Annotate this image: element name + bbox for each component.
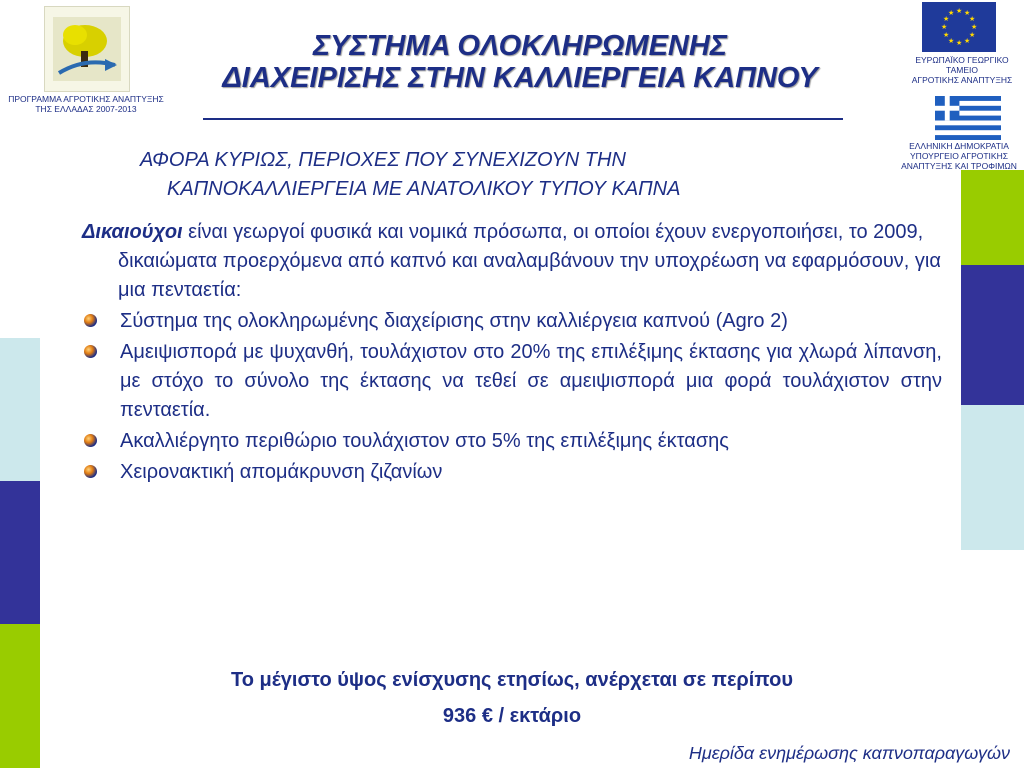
side-block-indigo-top bbox=[961, 265, 1024, 405]
list-item-text: Ακαλλιέργητο περιθώριο τουλάχιστον στο 5% της επιλέξιμης έκτασης bbox=[120, 430, 729, 452]
intro-paragraph bbox=[82, 218, 942, 305]
list-item-text: Χειρονακτική απομάκρυνση ζιζανίων bbox=[120, 461, 443, 483]
subtitle-line2: ΚΑΠΝΟΚΑΛΛΙΕΡΓΕΙΑ ΜΕ ΑΝΑΤΟΛΙΚΟΥ ΤΥΠΟΥ ΚΑΠΝΑ bbox=[167, 178, 681, 200]
eu-fund-label bbox=[900, 55, 1024, 85]
bullet-icon bbox=[84, 345, 97, 358]
svg-text:★: ★ bbox=[956, 39, 963, 47]
page-title-line2: ΔΙΑΧΕΙΡΙΣΗΣ ΣΤΗΝ ΚΑΛΛΙΕΡΓΕΙΑ ΚΑΠΝΟΥ bbox=[222, 62, 818, 94]
subtitle bbox=[140, 146, 930, 204]
svg-text:★: ★ bbox=[948, 37, 955, 45]
eu-fund-line2: ΤΑΜΕΙΟ bbox=[946, 65, 978, 75]
tree-icon bbox=[45, 7, 129, 91]
svg-text:★: ★ bbox=[948, 9, 955, 17]
page-title bbox=[150, 30, 890, 94]
title-divider bbox=[203, 118, 843, 120]
greek-flag-icon bbox=[935, 96, 1001, 140]
program-logo bbox=[44, 6, 130, 92]
footer-caption: Ημερίδα ενημέρωσης καπνοπαραγωγών bbox=[688, 743, 1010, 763]
ministry-line3: ΑΝΑΠΤΥΞΗΣ ΚΑΙ ΤΡΟΦΙΜΩΝ bbox=[901, 161, 1017, 171]
bullet-icon bbox=[84, 465, 97, 478]
intro-lead: Δικαιούχοι bbox=[82, 221, 183, 243]
ministry-line2: ΥΠΟΥΡΓΕΙΟ ΑΓΡΟΤΙΚΗΣ bbox=[910, 151, 1008, 161]
side-block-green-left bbox=[0, 624, 40, 768]
side-block-green-top bbox=[961, 170, 1024, 265]
intro-text: είναι γεωργοί φυσικά και νομικά πρόσωπα, οι οποίοι έχουν ενεργοποιήσει, το 2009, δικαιώματα προερχόμενα από καπνό και αναλαμβάνουν την υποχρέωση να εφαρμόσουν, για μια πενταετία: bbox=[118, 221, 941, 301]
svg-text:★: ★ bbox=[964, 37, 971, 45]
svg-text:★: ★ bbox=[956, 7, 963, 15]
closing-line1: Το μέγιστο ύψος ενίσχυσης ετησίως, ανέρχεται σε περίπου bbox=[231, 669, 793, 691]
bullet-icon bbox=[84, 434, 97, 447]
svg-text:★: ★ bbox=[941, 23, 948, 31]
content-body bbox=[82, 218, 942, 487]
list-item bbox=[82, 338, 942, 425]
bullet-icon bbox=[84, 314, 97, 327]
svg-text:★: ★ bbox=[943, 15, 950, 23]
closing-statement bbox=[82, 662, 942, 734]
list-item bbox=[82, 307, 942, 336]
closing-amount: 936 € / εκτάριο bbox=[442, 705, 582, 727]
ministry-line1: ΕΛΛΗΝΙΚΗ ΔΗΜΟΚΡΑΤΙΑ bbox=[909, 141, 1009, 151]
eu-fund-line3: ΑΓΡΟΤΙΚΗΣ ΑΝΑΠΤΥΞΗΣ bbox=[911, 75, 1013, 85]
svg-text:★: ★ bbox=[971, 23, 978, 31]
eu-fund-line1: ΕΥΡΩΠΑΪΚΟ ΓΕΩΡΓΙΚΟ bbox=[915, 55, 1009, 65]
page-title-line1: ΣΥΣΤΗΜΑ ΟΛΟΚΛΗΡΩΜΕΝΗΣ bbox=[313, 30, 727, 62]
svg-text:★: ★ bbox=[943, 31, 950, 39]
side-block-cyan-right bbox=[961, 405, 1024, 550]
subtitle-line1: ΑΦΟΡΑ ΚΥΡΙΩΣ, ΠΕΡΙΟΧΕΣ ΠΟΥ ΣΥΝΕΧΙΖΟΥΝ ΤΗΝ bbox=[140, 149, 626, 171]
side-block-indigo-left bbox=[0, 481, 40, 624]
svg-text:★: ★ bbox=[969, 15, 976, 23]
program-label-line2: ΤΗΣ ΕΛΛΑΔΑΣ 2007-2013 bbox=[35, 104, 137, 114]
list-item bbox=[82, 458, 942, 487]
list-item-text: Σύστημα της ολοκληρωμένης διαχείρισης στην καλλιέργεια καπνού (Agro 2) bbox=[120, 310, 788, 332]
svg-text:★: ★ bbox=[969, 31, 976, 39]
list-item bbox=[82, 427, 942, 456]
side-block-cyan-left bbox=[0, 338, 40, 481]
eu-flag-icon bbox=[922, 2, 996, 52]
svg-text:★: ★ bbox=[964, 9, 971, 17]
program-label-line1: ΠΡΟΓΡΑΜΜΑ ΑΓΡΟΤΙΚΗΣ ΑΝΑΠΤΥΞΗΣ bbox=[8, 94, 164, 104]
list-item-text: Αμειψισπορά με ψυχανθή, τουλάχιστον στο 20% της επιλέξιμης έκτασης για χλωρά λίπανση, με στόχο το σύνολο της έκτασης να τεθεί σε αμειψισπορά μια φορά τουλάχιστον στην πενταετία. bbox=[120, 341, 942, 421]
program-label bbox=[0, 94, 172, 114]
